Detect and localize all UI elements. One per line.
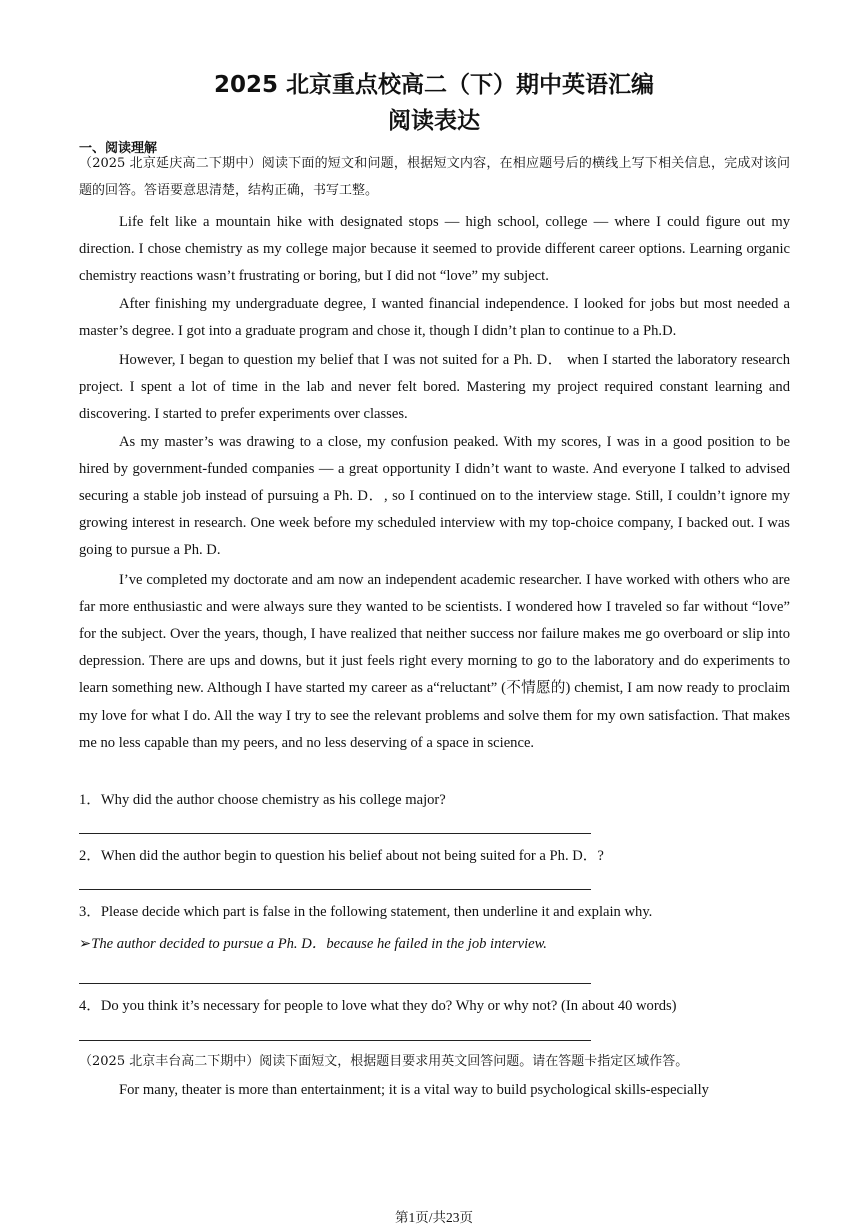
paragraph-1: Life felt like a mountain hike with designated stops — high school, college — where I could figure out my direction. I chose chemistry as my college major because it seemed to provide different career options. Learning organic chemistry reactions wasn’t frustrating or boring, but I did not “love” my subject. [79,214,790,285]
question-2: 2．When did the author begin to question his belief about not being suited for a Ph. D．? [79,848,604,864]
paragraph-2: After finishing my undergraduate degree, I wanted financial independence. I looked for jobs but most needed a master’s degree. I got into a graduate program and chose it, though I didn’t plan to continue to a Ph.D. [79,295,790,339]
answer-line-2[interactable] [79,889,591,890]
question-4: 4．Do you think it’s necessary for people to love what they do? Why or why not? (In about 40 words) [79,998,677,1014]
passage2-body [79,1077,790,1104]
paragraph-5: I’ve completed my doctorate and am now an independent academic researcher. I have worked with others who are far more enthusiastic and were always sure they wanted to be scientists. I wondered how I traveled so far without “love” for the subject. Over the years, though, I have realized that neither success nor failure makes me go overboard or slip into depression. There are ups and downs, but it just feels right every morning to go to the laboratory and do experiments to learn something new. Although I have started my career as a“reluctant” (不情愿的) chemist, I am now ready to proclaim my love for what I do. All the way I try to see the relevant problems and solve them for my own satisfaction. That makes me no less capable than my peers, and no less deserving of a space in science. [79,571,790,751]
passage-body [79,209,790,757]
answer-line-3[interactable] [79,983,591,984]
arrow-icon: ➢ [79,936,92,952]
passage2-line-1: For many, theater is more than entertainment; it is a vital way to build psychological skills-especially [119,1082,709,1098]
statement-text: The author decided to pursue a Ph. D．because he failed in the job interview. [91,936,547,952]
document-title: 2025 北京重点校高二（下）期中英语汇编 [213,72,655,98]
passage-intro [79,150,790,204]
paragraph-4: As my master’s was drawing to a close, my confusion peaked. With my scores, I was in a good position to be hired by government-funded companies — a great opportunity I didn’t want to waste. And everyone I talked to advised securing a stable job instead of pursuing a Ph. D．, so I continued on to the interview stage. Still, I couldn’t ignore my growing interest in research. One week before my scheduled interview with my top-choice company, I backed out. I was going to pursue a Ph. D. [79,433,790,559]
paragraph-3: However, I began to question my belief that I was not suited for a Ph. D． when I started the laboratory research project. I spent a lot of time in the lab and never felt bored. Mastering my project required constant learning and discovering. I started to prefer experiments over classes. [79,352,790,423]
passage2-intro [79,1048,790,1075]
intro2-text: （2025 北京丰台高二下期中）阅读下面短文，根据题目要求用英文回答问题。请在答题卡指定区域作答。 [79,1054,689,1069]
intro-text: （2025 北京延庆高二下期中）阅读下面的短文和问题，根据短文内容，在相应题号后的横线上写下相关信息，完成对该问题的回答。答语要意思清楚，结构正确，书写工整。 [79,156,790,198]
statement [79,934,547,954]
document-subtitle: 阅读表达 [388,108,480,134]
question-3: 3．Please decide which part is false in the following statement, then underline it and explain why. [79,904,653,920]
section-heading: 一、阅读理解 [79,141,158,156]
question-1: 1．Why did the author choose chemistry as his college major? [79,792,446,808]
page-number: 第1页/共23页 [394,1210,473,1225]
answer-line-1[interactable] [79,833,591,834]
answer-line-4[interactable] [79,1040,591,1041]
